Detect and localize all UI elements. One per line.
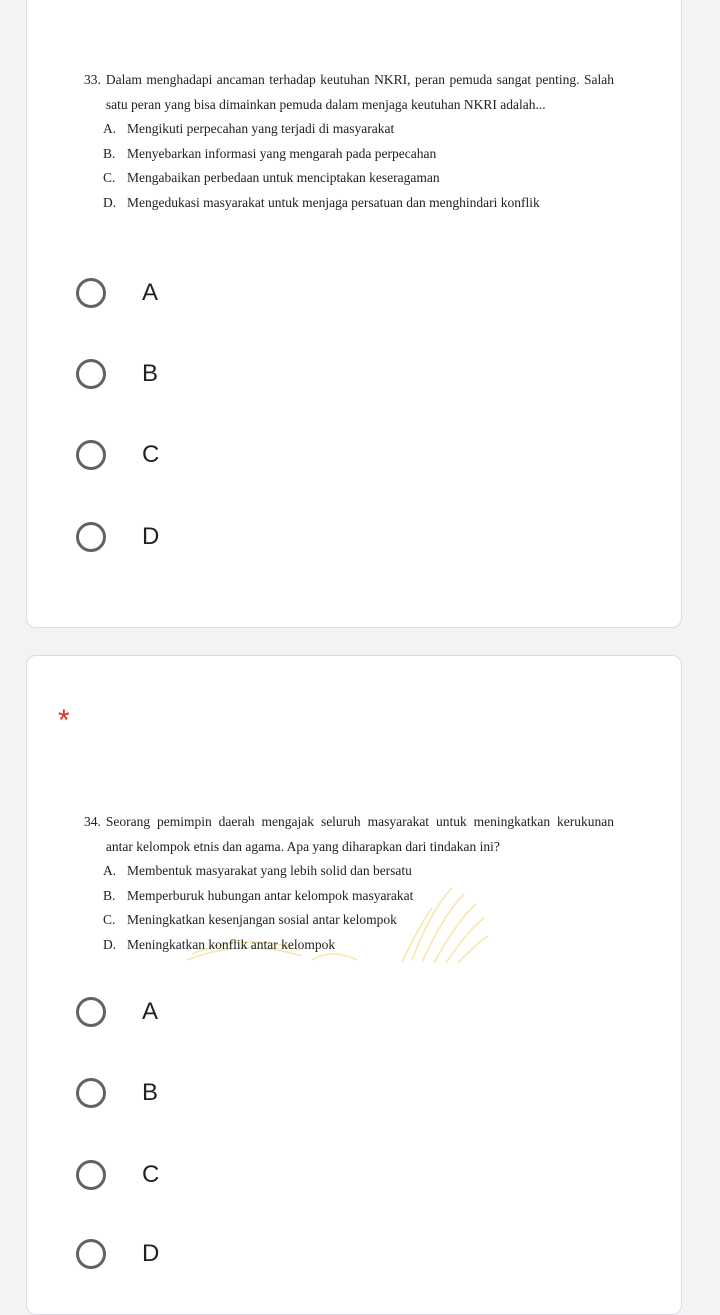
radio-option-b[interactable] xyxy=(76,354,158,394)
radio-label: B xyxy=(142,360,159,387)
question-34-image xyxy=(84,810,614,957)
question-stem xyxy=(84,810,614,859)
question-card-34 xyxy=(26,655,682,1315)
radio-label: A xyxy=(142,998,159,1025)
choice-d: D. Meningkatkan konflik antar kelompok xyxy=(103,936,336,952)
radio-label: D xyxy=(142,523,160,550)
radio-circle-icon[interactable] xyxy=(76,1239,106,1269)
choice-d: D. Mengedukasi masyarakat untuk menjaga persatuan dan menghindari konflik xyxy=(103,194,540,210)
radio-circle-icon[interactable] xyxy=(76,1078,106,1108)
radio-circle-icon[interactable] xyxy=(76,1160,106,1190)
radio-circle-icon[interactable] xyxy=(76,440,106,470)
radio-option-a[interactable] xyxy=(76,273,158,313)
radio-label: C xyxy=(142,441,160,468)
radio-option-b[interactable] xyxy=(76,1073,158,1113)
question-33-image xyxy=(84,68,614,215)
radio-option-c[interactable] xyxy=(76,435,159,475)
choice-a: A. Mengikuti perpecahan yang terjadi di masyarakat xyxy=(103,121,395,136)
radio-option-a[interactable] xyxy=(76,992,158,1032)
radio-label: A xyxy=(142,279,159,306)
question-number: 33. xyxy=(84,72,101,87)
question-text: Dalam menghadapi ancaman terhadap keutuhan NKRI, peran pemuda sangat penting. Salah satu peran yang bisa dimainkan pemuda dalam menjaga keutuhan NKRI adalah... xyxy=(105,72,614,112)
answer-choices-list xyxy=(84,117,614,215)
choice-b: B. Memperburuk hubungan antar kelompok masyarakat xyxy=(103,887,414,903)
radio-circle-icon[interactable] xyxy=(76,522,106,552)
radio-label: D xyxy=(142,1240,160,1267)
answer-choices-list xyxy=(84,859,614,957)
question-stem xyxy=(84,68,614,117)
required-asterisk: * xyxy=(58,704,70,737)
choice-c: C. Meningkatkan kesenjangan sosial antar kelompok xyxy=(103,912,397,927)
radio-circle-icon[interactable] xyxy=(76,359,106,389)
choice-a: A. Membentuk masyarakat yang lebih solid dan bersatu xyxy=(103,863,412,878)
question-text: Seorang pemimpin daerah mengajak seluruh masyarakat untuk meningkatkan kerukunan antar kelompok etnis dan agama. Apa yang diharapkan dari tindakan ini? xyxy=(105,814,614,854)
radio-label: C xyxy=(142,1161,160,1188)
choice-c: C. Mengabaikan perbedaan untuk menciptakan keseragaman xyxy=(103,170,440,185)
choice-b: B. Menyebarkan informasi yang mengarah pada perpecahan xyxy=(103,145,437,161)
radio-label: B xyxy=(142,1079,159,1106)
radio-circle-icon[interactable] xyxy=(76,278,106,308)
question-number: 34. xyxy=(84,814,101,829)
radio-option-d[interactable] xyxy=(76,1234,159,1274)
radio-option-c[interactable] xyxy=(76,1155,159,1195)
radio-option-d[interactable] xyxy=(76,517,159,557)
radio-circle-icon[interactable] xyxy=(76,997,106,1027)
